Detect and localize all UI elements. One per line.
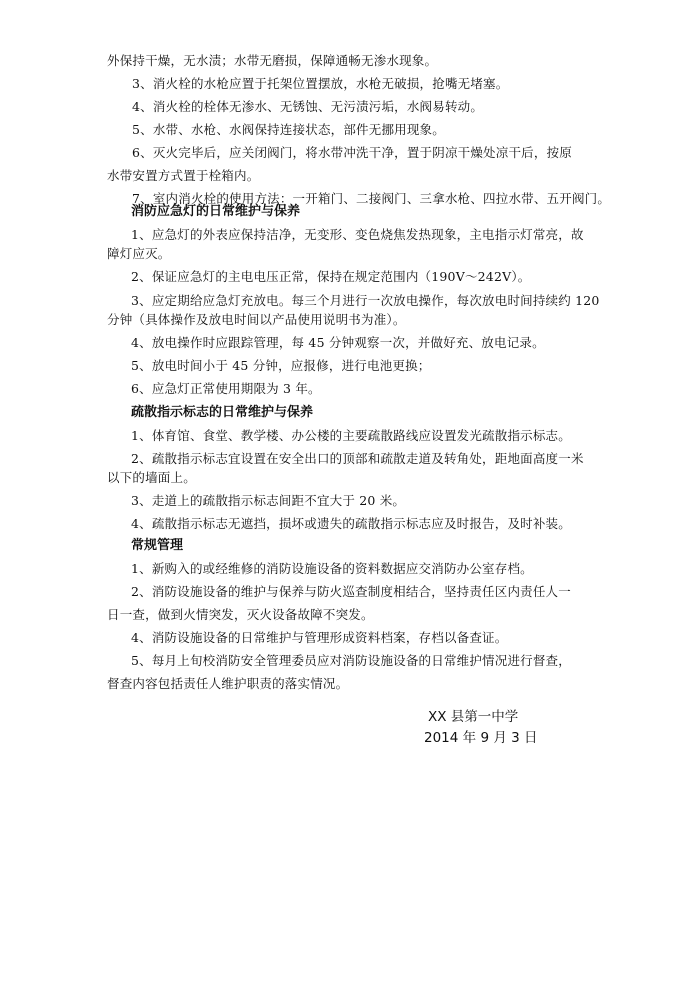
evacuation-sign-heading: 疏散指示标志的日常维护与保养 <box>131 405 314 420</box>
routine-line-4: 4、消防设施设备的日常维护与管理形成资料档案，存档以备查证。 <box>131 630 508 645</box>
signature-date: 2014 年 9 月 3 日 <box>424 730 538 746</box>
emergency-light-line-8: 6、应急灯正常使用期限为 3 年。 <box>131 381 321 396</box>
routine-heading: 常规管理 <box>131 538 184 553</box>
hydrant-line-6: 水带安置方式置于栓箱内。 <box>107 168 260 183</box>
evacuation-sign-line-1: 1、体育馆、食堂、教学楼、办公楼的主要疏散路线应设置发光疏散指示标志。 <box>131 428 571 443</box>
evacuation-sign-line-2: 2、疏散指示标志宜设置在安全出口的顶部和疏散走道及转角处，距地面高度一米 <box>131 451 584 466</box>
routine-line-6: 督查内容包括责任人维护职责的落实情况。 <box>107 676 349 691</box>
hydrant-line-3: 4、消火栓的栓体无渗水、无锈蚀、无污渍污垢，水阀易转动。 <box>132 99 484 114</box>
routine-line-2: 2、消防设施设备的维护与保养与防火巡查制度相结合，坚持责任区内责任人一 <box>131 584 571 599</box>
evacuation-sign-line-5: 4、疏散指示标志无遮挡，损坏或遗失的疏散指示标志应及时报告，及时补装。 <box>131 516 571 531</box>
emergency-light-line-6: 4、放电操作时应跟踪管理，每 45 分钟观察一次，并做好充、放电记录。 <box>131 335 545 350</box>
emergency-light-heading: 消防应急灯的日常维护与保养 <box>131 204 301 219</box>
emergency-light-line-5: 分钟（具体操作及放电时间以产品使用说明书为准）。 <box>107 312 406 327</box>
hydrant-line-7: 7、室内消火栓的使用方法：一开箱门、二接阀门、三拿水枪、四拉水带、五开阀门。 <box>132 191 611 206</box>
emergency-light-line-4: 3、应定期给应急灯充放电。每三个月进行一次放电操作，每次放电时间持续约 120 <box>131 293 600 308</box>
emergency-light-line-2: 障灯应灭。 <box>107 246 171 261</box>
hydrant-line-4: 5、水带、水枪、水阀保持连接状态，部件无挪用现象。 <box>132 122 445 137</box>
signature-organization: XX 县第一中学 <box>428 709 519 725</box>
emergency-light-line-1: 1、应急灯的外表应保持洁净，无变形、变色烧焦发热现象，主电指示灯常亮，故 <box>131 227 584 242</box>
evacuation-sign-line-3: 以下的墙面上。 <box>107 470 196 485</box>
routine-line-5: 5、每月上旬校消防安全管理委员应对消防设施设备的日常维护情况进行督查， <box>131 653 571 668</box>
hydrant-line-2: 3、消火栓的水枪应置于托架位置摆放，水枪无破损，抢嘴无堵塞。 <box>132 76 509 91</box>
routine-line-3: 日一查，做到火情突发，灭火设备故障不突发。 <box>107 607 374 622</box>
routine-line-1: 1、新购入的或经维修的消防设施设备的资料数据应交消防办公室存档。 <box>131 561 533 576</box>
hydrant-line-5: 6、灭火完毕后，应关闭阀门，将水带冲洗干净，置于阴凉干燥处凉干后，按原 <box>132 145 572 160</box>
hydrant-line-1: 外保持干燥，无水渍；水带无磨损，保障通畅无渗水现象。 <box>107 53 438 68</box>
emergency-light-line-3: 2、保证应急灯的主电电压正常，保持在规定范围内（190V～242V）。 <box>131 269 531 284</box>
evacuation-sign-line-4: 3、走道上的疏散指示标志间距不宜大于 20 米。 <box>131 493 406 508</box>
emergency-light-line-7: 5、放电时间小于 45 分钟，应报修，进行电池更换； <box>131 358 431 373</box>
